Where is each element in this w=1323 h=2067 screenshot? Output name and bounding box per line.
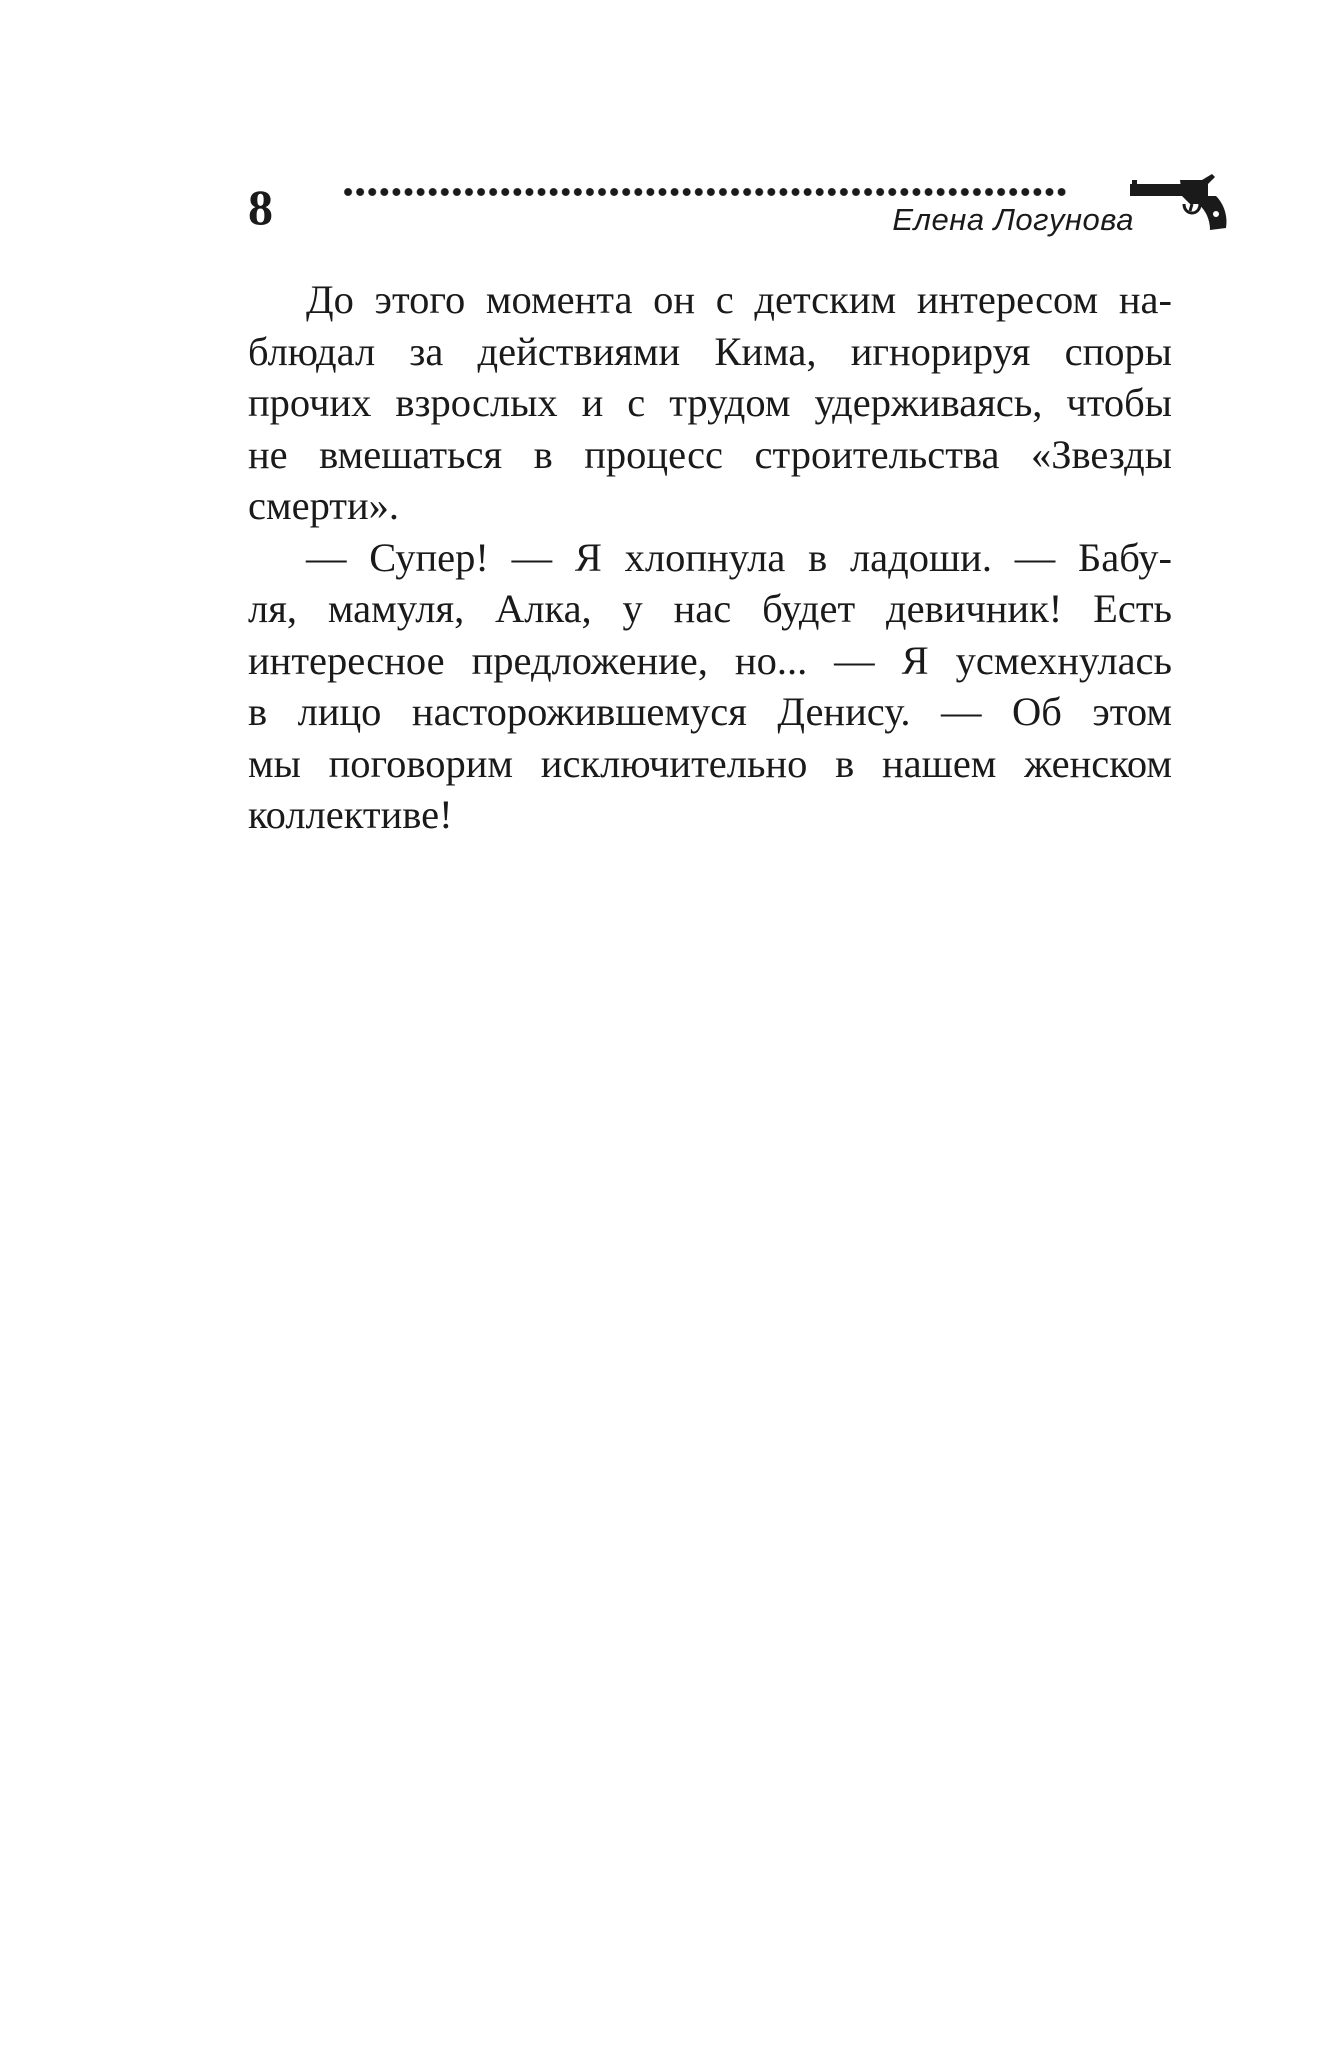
page-number: 8 <box>248 179 273 235</box>
text-line: мы поговорим исключительно в нашем женском <box>248 740 1172 786</box>
revolver-icon <box>1130 174 1230 230</box>
text-line: блюдал за действиями Кима, игнорируя споры <box>248 328 1172 374</box>
author-name: Елена Логунова <box>892 202 1134 237</box>
text-line: интересное предложение, но... — Я усмехнулась <box>248 637 1172 683</box>
text-body <box>248 274 1172 841</box>
text-line: в лицо насторожившемуся Денису. — Об этом <box>248 689 1172 734</box>
text-line: — Супер! — Я хлопнула в ладоши. — Бабу- <box>306 534 1172 580</box>
running-head <box>248 172 1218 252</box>
text-line: не вмешаться в процесс строительства «Звезды <box>248 431 1172 477</box>
text-line: прочих взрослых и с трудом удерживаясь, чтобы <box>248 380 1172 425</box>
text-line: смерти». <box>248 483 400 528</box>
text-line: До этого момента он с детским интересом на- <box>306 277 1172 322</box>
text-line: ля, мамуля, Алка, у нас будет девичник! Есть <box>248 586 1172 631</box>
text-line: коллективе! <box>248 792 453 837</box>
dotted-rule <box>342 186 1068 198</box>
